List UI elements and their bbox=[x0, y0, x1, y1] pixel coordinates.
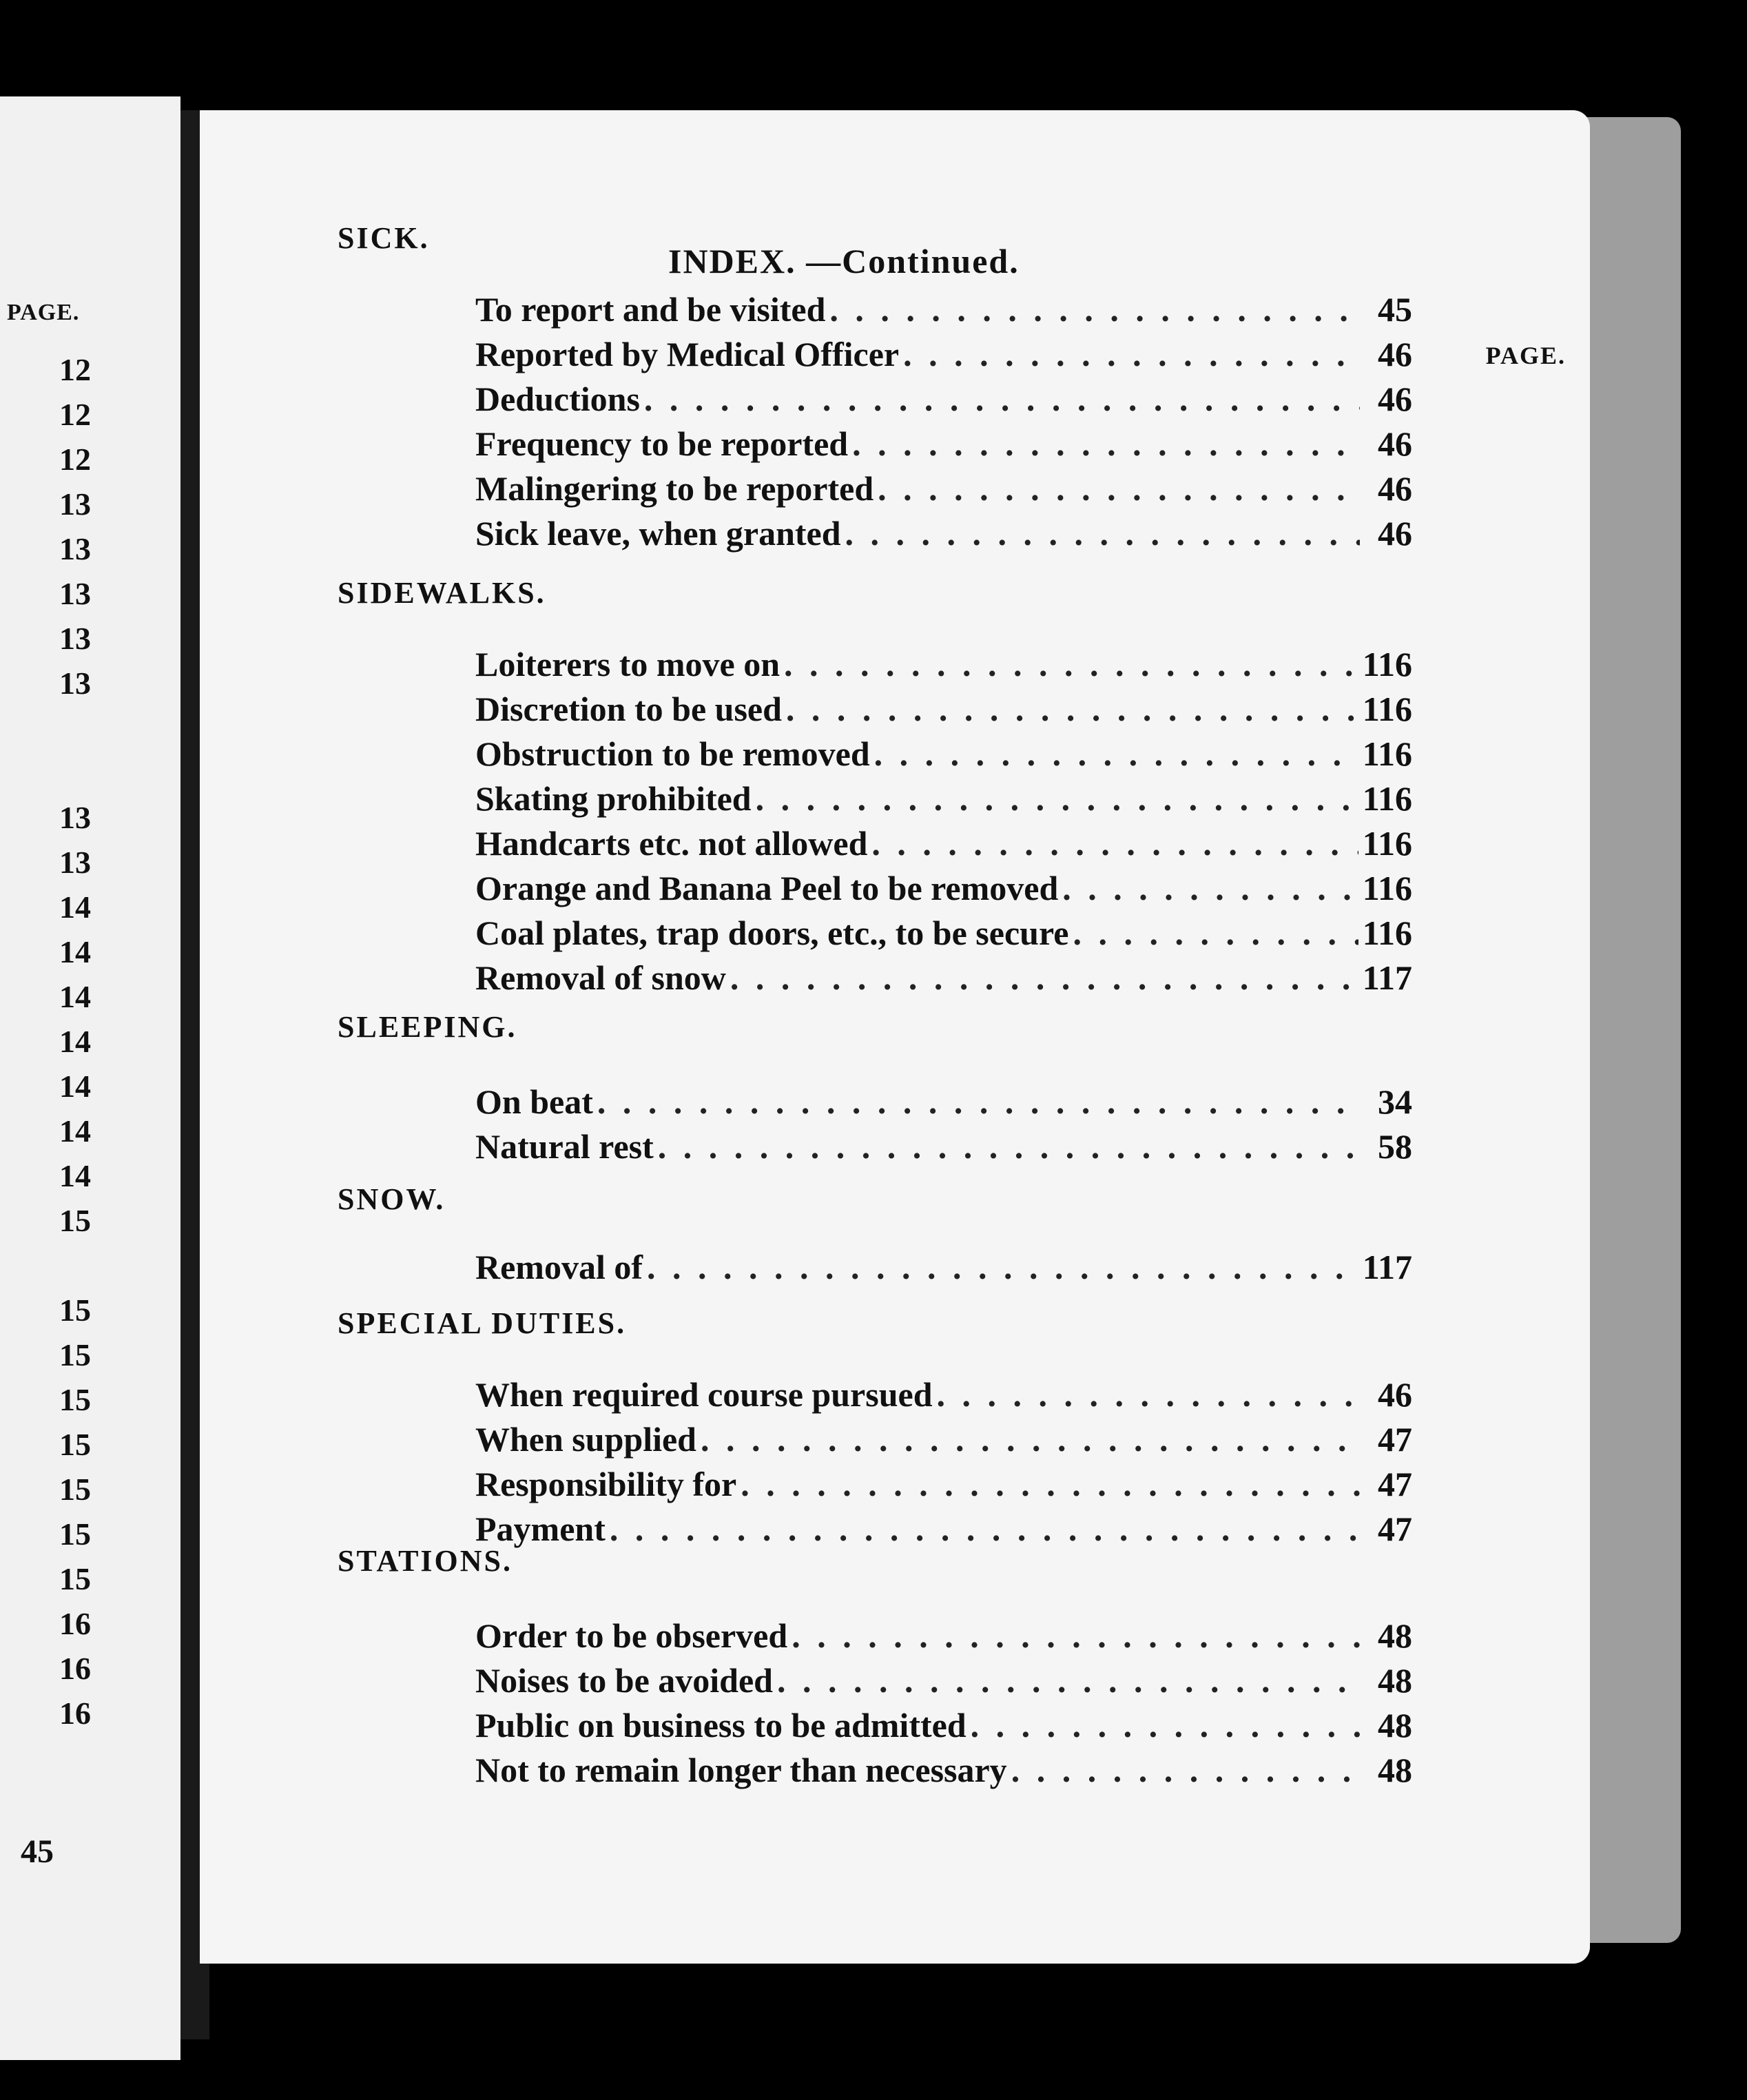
index-entry bbox=[475, 734, 1412, 775]
dot-leader bbox=[829, 289, 1360, 329]
page-edge bbox=[1578, 117, 1681, 1943]
index-entry bbox=[475, 424, 1412, 465]
entry-page-number: 116 bbox=[1362, 869, 1412, 907]
left-page-number: 13 bbox=[59, 621, 91, 656]
index-page bbox=[200, 110, 1590, 1964]
section-heading: STATIONS. bbox=[338, 1544, 513, 1578]
entry-page-number: 116 bbox=[1362, 734, 1412, 773]
entry-page-number: 117 bbox=[1362, 1248, 1412, 1286]
left-page-footer-number: 45 bbox=[21, 1833, 54, 1870]
index-entry bbox=[475, 1660, 1412, 1702]
section-heading: SNOW. bbox=[338, 1182, 446, 1216]
entry-page-number: 48 bbox=[1378, 1616, 1412, 1655]
entry-text: Orange and Banana Peel to be removed bbox=[475, 869, 1059, 907]
index-entry bbox=[475, 1616, 1412, 1657]
entry-text: Payment bbox=[475, 1510, 606, 1548]
left-page-number: 12 bbox=[59, 397, 91, 432]
entry-page-number: 46 bbox=[1378, 335, 1412, 373]
dot-leader bbox=[701, 1419, 1360, 1459]
index-entry bbox=[475, 823, 1412, 865]
dot-leader bbox=[971, 1705, 1360, 1745]
dot-leader bbox=[644, 379, 1360, 419]
entry-text: To report and be visited bbox=[475, 290, 826, 329]
index-entry bbox=[475, 289, 1412, 331]
left-page-number: 15 bbox=[59, 1293, 91, 1328]
dot-leader bbox=[777, 1660, 1360, 1700]
dot-leader bbox=[878, 469, 1360, 508]
dot-leader bbox=[597, 1082, 1360, 1122]
entry-text: When supplied bbox=[475, 1420, 696, 1459]
entry-page-number: 46 bbox=[1378, 380, 1412, 418]
section-heading: SLEEPING. bbox=[338, 1010, 517, 1044]
entry-text: Removal of bbox=[475, 1248, 643, 1286]
entry-page-number: 58 bbox=[1378, 1127, 1412, 1166]
index-entry bbox=[475, 1464, 1412, 1505]
entry-page-number: 47 bbox=[1378, 1510, 1412, 1548]
entry-text: Obstruction to be removed bbox=[475, 734, 870, 773]
left-page bbox=[0, 96, 180, 2060]
entry-text: Not to remain longer than necessary bbox=[475, 1751, 1007, 1789]
left-page-number: 14 bbox=[59, 1024, 91, 1059]
entry-page-number: 47 bbox=[1378, 1465, 1412, 1503]
left-page-number: 13 bbox=[59, 666, 91, 701]
index-entry bbox=[475, 1082, 1412, 1123]
left-page-number: 13 bbox=[59, 800, 91, 835]
entry-text: Loiterers to move on bbox=[475, 645, 781, 683]
entry-text: Public on business to be admitted bbox=[475, 1706, 966, 1744]
dot-leader bbox=[845, 513, 1360, 553]
entry-page-number: 46 bbox=[1378, 469, 1412, 508]
entry-text: Malingering to be reported bbox=[475, 469, 874, 508]
left-page-number: 15 bbox=[59, 1427, 91, 1462]
section-heading: SICK. bbox=[338, 221, 430, 255]
entry-text: Responsibility for bbox=[475, 1465, 737, 1503]
dot-leader bbox=[874, 734, 1358, 774]
left-page-number: 12 bbox=[59, 352, 91, 387]
dot-leader bbox=[730, 958, 1358, 998]
index-entry bbox=[475, 1247, 1412, 1288]
left-page-number: 16 bbox=[59, 1606, 91, 1641]
entry-page-number: 116 bbox=[1362, 779, 1412, 818]
left-page-number: 16 bbox=[59, 1696, 91, 1731]
dot-leader bbox=[852, 424, 1360, 464]
index-entry bbox=[475, 868, 1412, 909]
entry-text: Order to be observed bbox=[475, 1616, 788, 1655]
index-entry bbox=[475, 913, 1412, 954]
index-entry bbox=[475, 644, 1412, 686]
entry-page-number: 48 bbox=[1378, 1706, 1412, 1744]
entry-text: Natural rest bbox=[475, 1127, 654, 1166]
dot-leader bbox=[1011, 1750, 1360, 1790]
entry-text: Deductions bbox=[475, 380, 640, 418]
index-entry bbox=[475, 779, 1412, 820]
left-page-number: 14 bbox=[59, 934, 91, 969]
left-page-number: 14 bbox=[59, 1113, 91, 1149]
dot-leader bbox=[792, 1616, 1360, 1656]
index-entry bbox=[475, 1750, 1412, 1791]
entry-page-number: 34 bbox=[1378, 1082, 1412, 1121]
entry-page-number: 116 bbox=[1362, 645, 1412, 683]
section-heading: SIDEWALKS. bbox=[338, 576, 546, 610]
dot-leader bbox=[784, 644, 1358, 684]
index-entry bbox=[475, 379, 1412, 420]
dot-leader bbox=[937, 1375, 1360, 1414]
entry-page-number: 48 bbox=[1378, 1661, 1412, 1700]
entry-text: On beat bbox=[475, 1082, 593, 1121]
entry-page-number: 46 bbox=[1378, 514, 1412, 553]
left-page-number: 13 bbox=[59, 845, 91, 880]
entry-text: Skating prohibited bbox=[475, 779, 752, 818]
entry-page-number: 116 bbox=[1362, 914, 1412, 952]
entry-text: Frequency to be reported bbox=[475, 424, 849, 463]
entry-text: Sick leave, when granted bbox=[475, 514, 841, 553]
left-page-number: 14 bbox=[59, 979, 91, 1014]
section-heading: SPECIAL DUTIES. bbox=[338, 1306, 627, 1340]
dot-leader bbox=[1062, 868, 1358, 908]
left-page-number: 12 bbox=[59, 442, 91, 477]
dot-leader bbox=[903, 334, 1360, 374]
entry-page-number: 48 bbox=[1378, 1751, 1412, 1789]
page-column-label: PAGE. bbox=[1485, 342, 1566, 369]
entry-text: Noises to be avoided bbox=[475, 1661, 773, 1700]
dot-leader bbox=[647, 1247, 1358, 1287]
left-page-number: 15 bbox=[59, 1561, 91, 1596]
dot-leader bbox=[786, 689, 1358, 729]
index-entry bbox=[475, 689, 1412, 730]
left-page-number: 13 bbox=[59, 486, 91, 522]
dot-leader bbox=[658, 1126, 1360, 1166]
entry-text: Coal plates, trap doors, etc., to be secure bbox=[475, 914, 1069, 952]
left-page-number: 15 bbox=[59, 1337, 91, 1372]
left-page-number: 14 bbox=[59, 889, 91, 925]
dot-leader bbox=[741, 1464, 1360, 1504]
entry-text: Handcarts etc. not allowed bbox=[475, 824, 868, 863]
index-entry bbox=[475, 469, 1412, 510]
entry-page-number: 46 bbox=[1378, 1375, 1412, 1414]
entry-text: Reported by Medical Officer bbox=[475, 335, 900, 373]
left-page-number: 13 bbox=[59, 531, 91, 566]
index-entry bbox=[475, 513, 1412, 555]
left-page-number: 15 bbox=[59, 1382, 91, 1417]
left-page-header: PAGE. bbox=[7, 300, 80, 325]
entry-page-number: 116 bbox=[1362, 824, 1412, 863]
left-page-number: 15 bbox=[59, 1472, 91, 1507]
entry-page-number: 46 bbox=[1378, 424, 1412, 463]
index-entry bbox=[475, 1419, 1412, 1461]
entry-text: When required course pursued bbox=[475, 1375, 933, 1414]
index-entry bbox=[475, 958, 1412, 999]
entry-page-number: 117 bbox=[1362, 958, 1412, 997]
entry-page-number: 47 bbox=[1378, 1420, 1412, 1459]
left-page-number: 13 bbox=[59, 576, 91, 611]
left-page-number: 14 bbox=[59, 1158, 91, 1193]
left-page-number: 16 bbox=[59, 1651, 91, 1686]
entry-page-number: 116 bbox=[1362, 690, 1412, 728]
index-entry bbox=[475, 1705, 1412, 1747]
index-entry bbox=[475, 1375, 1412, 1416]
index-entry bbox=[475, 334, 1412, 375]
index-entry bbox=[475, 1126, 1412, 1168]
dot-leader bbox=[610, 1509, 1360, 1549]
index-entry bbox=[475, 1509, 1412, 1550]
dot-leader bbox=[871, 823, 1358, 863]
left-page-number: 15 bbox=[59, 1516, 91, 1552]
left-page-number: 15 bbox=[59, 1203, 91, 1238]
dot-leader bbox=[756, 779, 1358, 819]
dot-leader bbox=[1073, 913, 1358, 953]
entry-text: Discretion to be used bbox=[475, 690, 782, 728]
left-page-number: 14 bbox=[59, 1069, 91, 1104]
entry-page-number: 45 bbox=[1378, 290, 1412, 329]
entry-text: Removal of snow bbox=[475, 958, 726, 997]
page-title: INDEX. —Continued. bbox=[668, 242, 1020, 280]
